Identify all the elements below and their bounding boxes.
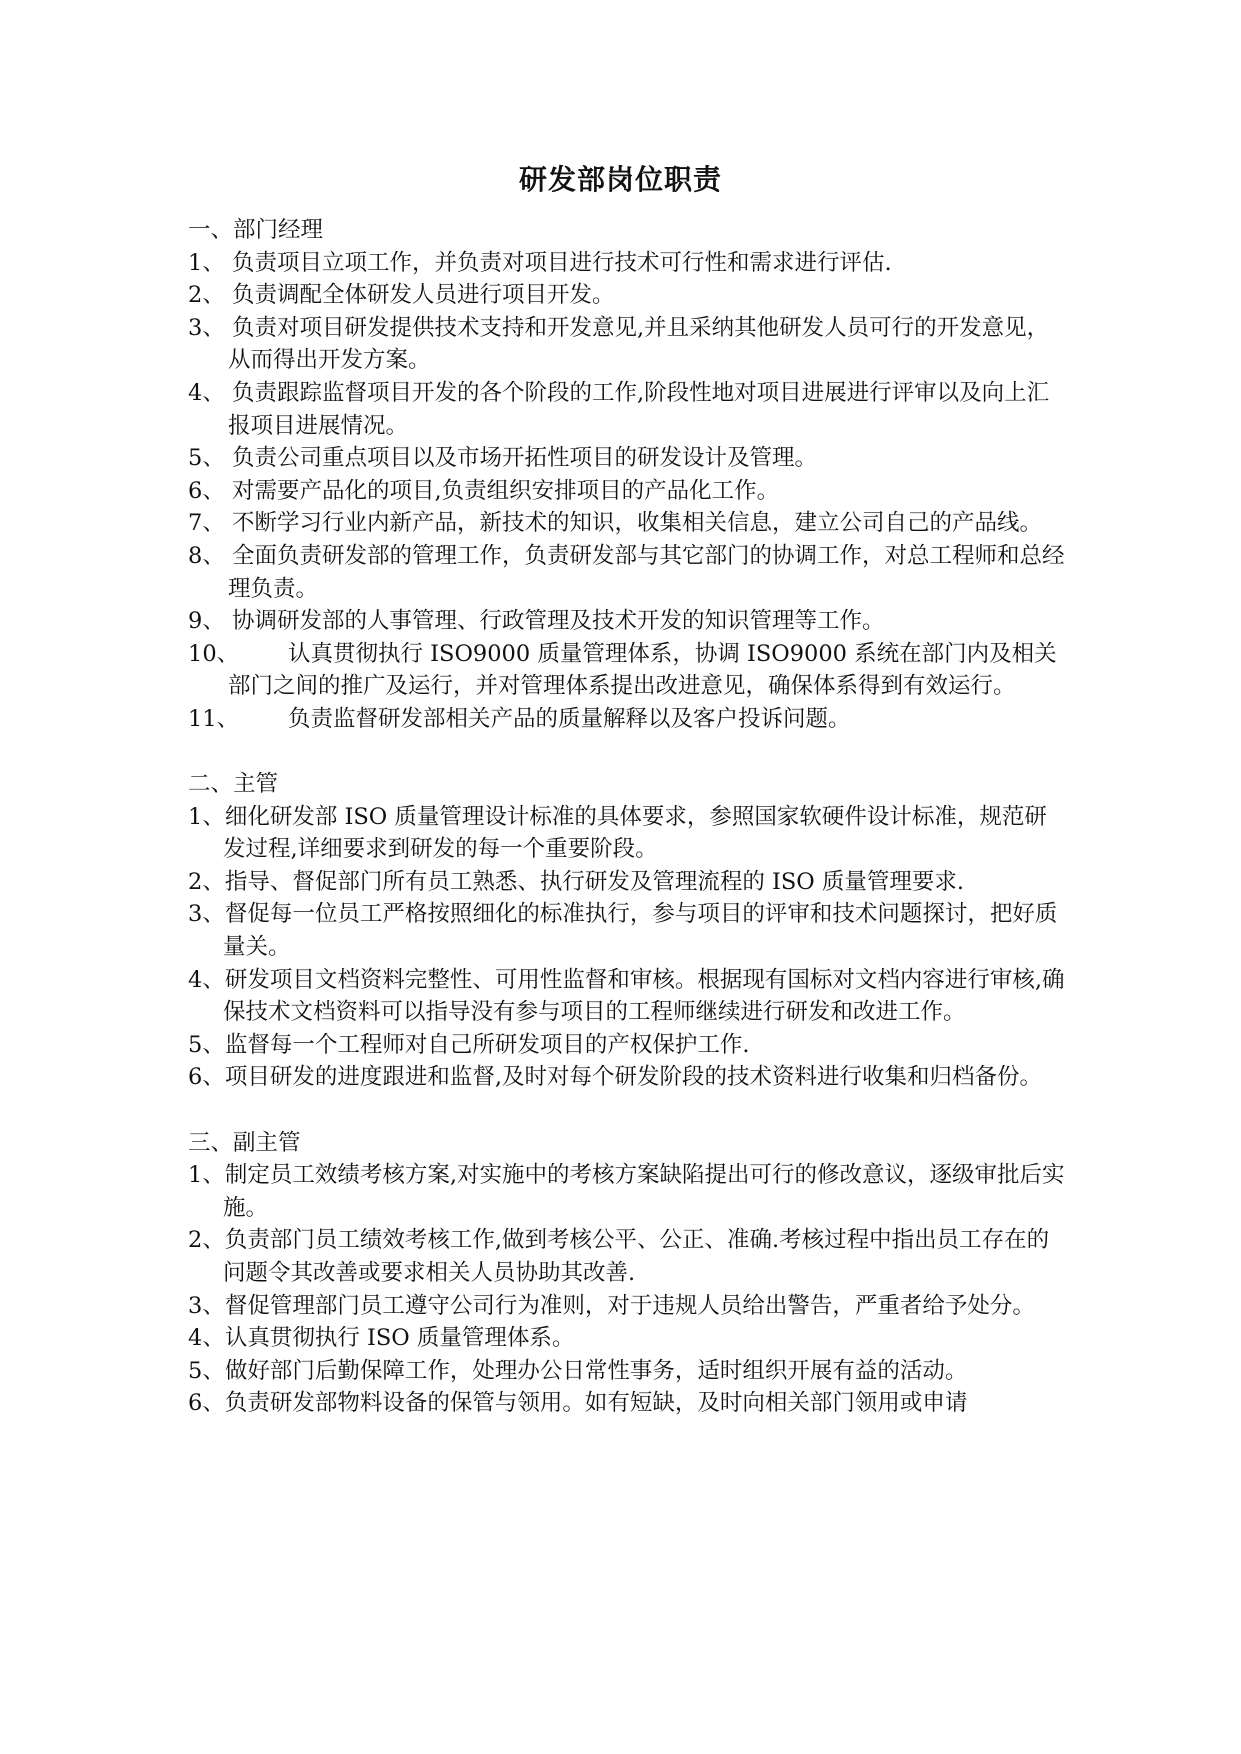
- list-item: 1、 负责项目立项工作，并负责对项目进行技术可行性和需求进行评估.: [188, 249, 892, 276]
- list-item: 6、负责研发部物料设备的保管与领用。如有短缺，及时向相关部门领用或申请: [188, 1390, 968, 1417]
- list-item: 6、项目研发的进度跟进和监督,及时对每个研发阶段的技术资料进行收集和归档备份。: [188, 1064, 1042, 1091]
- section-spacer: [188, 1094, 1068, 1127]
- list-item: 5、 负责公司重点项目以及市场开拓性项目的研发设计及管理。: [188, 445, 817, 472]
- list-item: 11、 负责监督研发部相关产品的质量解释以及客户投诉问题。: [188, 705, 851, 732]
- section-heading: 一、部门经理: [188, 217, 324, 243]
- list-item: 10、 认真贯彻执行 ISO9000 质量管理体系，协调 ISO9000 系统在部门内及相关部门之间的推广及运行，并对管理体系提出改进意见，确保体系得到有效运行。: [188, 640, 1057, 700]
- list-item: 1、制定员工效绩考核方案,对实施中的考核方案缺陷提出可行的修改意议，逐级审批后实施。: [188, 1162, 1065, 1221]
- list-item: 9、 协调研发部的人事管理、行政管理及技术开发的知识管理等工作。: [188, 608, 885, 635]
- list-item: 8、 全面负责研发部的管理工作，负责研发部与其它部门的协调工作，对总工程师和总经理负责。: [188, 542, 1065, 602]
- list-item: 4、 负责跟踪监督项目开发的各个阶段的工作,阶段性地对项目进展进行评审以及向上汇报项目进展情况。: [188, 379, 1050, 439]
- list-item: 3、督促每一位员工严格按照细化的标准执行，参与项目的评审和技术问题探讨，把好质量关。: [188, 901, 1058, 961]
- list-item: 4、认真贯彻执行 ISO 质量管理体系。: [188, 1325, 575, 1352]
- list-item: 3、 负责对项目研发提供技术支持和开发意见,并且采纳其他研发人员可行的开发意见，从而得出开发方案。: [188, 314, 1050, 374]
- list-item: 1、细化研发部 ISO 质量管理设计标准的具体要求，参照国家软硬件设计标准，规范研发过程,详细要求到研发的每一个重要阶段。: [188, 803, 1047, 863]
- section-heading: 二、主管: [188, 771, 279, 798]
- list-item: 2、负责部门员工绩效考核工作,做到考核公平、公正、准确.考核过程中指出员工存在的问题令其改善或要求相关人员协助其改善.: [188, 1227, 1050, 1286]
- list-item: 3、督促管理部门员工遵守公司行为准则，对于违规人员给出警告，严重者给予处分。: [188, 1292, 1035, 1319]
- list-item: 7、 不断学习行业内新产品，新技术的知识，收集相关信息，建立公司自己的产品线。: [188, 510, 1042, 537]
- list-item: 2、指导、督促部门所有员工熟悉、执行研发及管理流程的 ISO 质量管理要求.: [188, 868, 965, 895]
- list-item: 2、 负责调配全体研发人员进行项目开发。: [188, 282, 615, 309]
- list-item: 5、做好部门后勤保障工作，处理办公日常性事务，适时组织开展有益的活动。: [188, 1357, 968, 1384]
- list-item: 6、 对需要产品化的项目,负责组织安排项目的产品化工作。: [188, 477, 780, 504]
- section-heading: 三、副主管: [188, 1129, 301, 1156]
- section-spacer: [188, 736, 1068, 769]
- document-title: 研发部岗位职责: [518, 163, 722, 196]
- list-item: 5、监督每一个工程师对自己所研发项目的产权保护工作.: [188, 1031, 750, 1058]
- document-body: [188, 214, 1068, 1420]
- list-item: 4、研发项目文档资料完整性、可用性监督和审核。根据现有国标对文档内容进行审核,确保技术文档资料可以指导没有参与项目的工程师继续进行研发和改进工作。: [188, 966, 1065, 1026]
